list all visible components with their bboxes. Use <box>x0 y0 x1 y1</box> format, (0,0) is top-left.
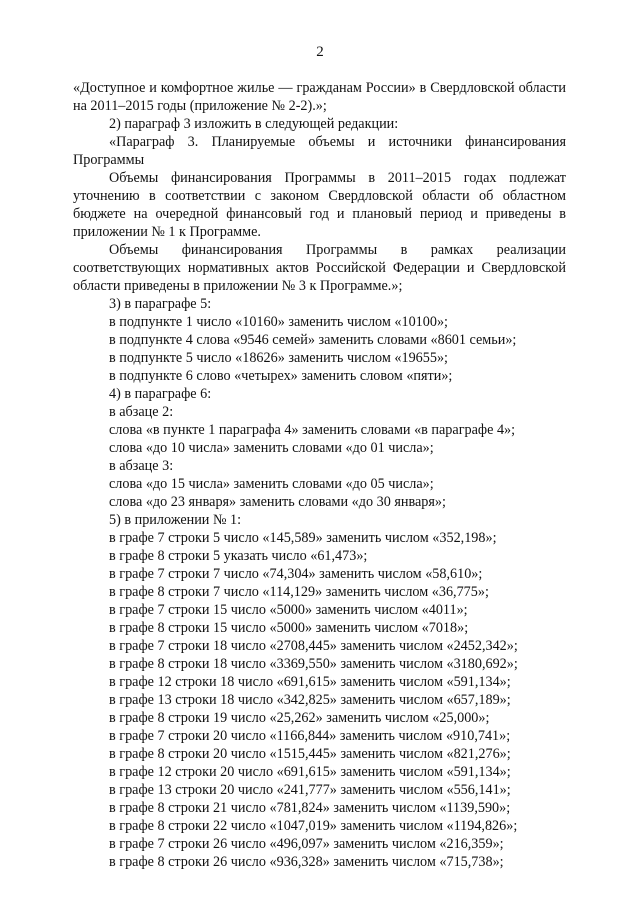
text-line: области приведены в приложении № 3 к Программе.»; <box>73 278 403 294</box>
text-line: в графе 8 строки 18 число «3369,550» заменить числом «3180,692»; <box>109 656 518 672</box>
text-line: Программы <box>73 152 145 168</box>
text-line: в подпункте 6 слово «четырех» заменить словом «пяти»; <box>109 368 453 384</box>
text-line: «Доступное и комфортное жилье — гражданам России» в Свердловской области <box>73 80 566 96</box>
text-line: в графе 8 строки 7 число «114,129» заменить числом «36,775»; <box>109 584 489 600</box>
text-line: в графе 7 строки 26 число «496,097» заменить числом «216,359»; <box>109 836 504 852</box>
text-line: в графе 12 строки 20 число «691,615» заменить числом «591,134»; <box>109 764 511 780</box>
text-line: Объемы финансирования Программы в рамках реализации <box>109 242 566 258</box>
text-line: приложении № 1 к Программе. <box>73 224 261 240</box>
text-line: в графе 12 строки 18 число «691,615» заменить числом «591,134»; <box>109 674 511 690</box>
text-line: в графе 8 строки 19 число «25,262» заменить числом «25,000»; <box>109 710 490 726</box>
text-line: в абзаце 2: <box>109 404 174 420</box>
text-line: в графе 8 строки 15 число «5000» заменить числом «7018»; <box>109 620 469 636</box>
text-line: в графе 7 строки 18 число «2708,445» заменить числом «2452,342»; <box>109 638 518 654</box>
text-line: в графе 8 строки 21 число «781,824» заменить числом «1139,590»; <box>109 800 511 816</box>
text-line: уточнению в соответствии с законом Свердловской области об областном <box>73 188 566 204</box>
text-line: бюджете на очередной финансовый год и плановый период и приведены в <box>73 206 566 222</box>
text-line: в подпункте 5 число «18626» заменить числом «19655»; <box>109 350 448 366</box>
text-line: в графе 7 строки 7 число «74,304» заменить числом «58,610»; <box>109 566 483 582</box>
text-line: в графе 7 строки 5 число «145,589» заменить числом «352,198»; <box>109 530 497 546</box>
text-line: в подпункте 1 число «10160» заменить числом «10100»; <box>109 314 448 330</box>
text-line: в подпункте 4 слова «9546 семей» заменить словами «8601 семьи»; <box>109 332 517 348</box>
page-number: 2 <box>316 44 324 60</box>
text-line: в графе 8 строки 20 число «1515,445» заменить числом «821,276»; <box>109 746 511 762</box>
text-line: слова «до 23 января» заменить словами «до 30 января»; <box>109 494 446 510</box>
text-line: в графе 8 строки 22 число «1047,019» заменить числом «1194,826»; <box>109 818 518 834</box>
text-line: Объемы финансирования Программы в 2011–2015 годах подлежат <box>109 170 566 186</box>
text-line: слова «до 15 числа» заменить словами «до 05 числа»; <box>109 476 434 492</box>
text-line: 4) в параграфе 6: <box>109 386 212 402</box>
text-line: «Параграф 3. Планируемые объемы и источники финансирования <box>109 134 566 150</box>
text-line: в графе 7 строки 20 число «1166,844» заменить числом «910,741»; <box>109 728 511 744</box>
text-line: соответствующих нормативных актов Российской Федерации и Свердловской <box>73 260 566 276</box>
text-line: в графе 8 строки 26 число «936,328» заменить числом «715,738»; <box>109 854 504 870</box>
text-line: в графе 13 строки 20 число «241,777» заменить числом «556,141»; <box>109 782 511 798</box>
text-line: на 2011–2015 годы (приложение № 2-2).»; <box>73 98 327 114</box>
text-line: в графе 8 строки 5 указать число «61,473»; <box>109 548 368 564</box>
text-line: в графе 13 строки 18 число «342,825» заменить числом «657,189»; <box>109 692 511 708</box>
text-line: в абзаце 3: <box>109 458 174 474</box>
text-line: в графе 7 строки 15 число «5000» заменить числом «4011»; <box>109 602 468 618</box>
text-line: слова «до 10 числа» заменить словами «до 01 числа»; <box>109 440 434 456</box>
text-line: 5) в приложении № 1: <box>109 512 242 528</box>
text-line: 3) в параграфе 5: <box>109 296 212 312</box>
text-line: слова «в пункте 1 параграфа 4» заменить словами «в параграфе 4»; <box>109 422 516 438</box>
text-line: 2) параграф 3 изложить в следующей редакции: <box>109 116 399 132</box>
